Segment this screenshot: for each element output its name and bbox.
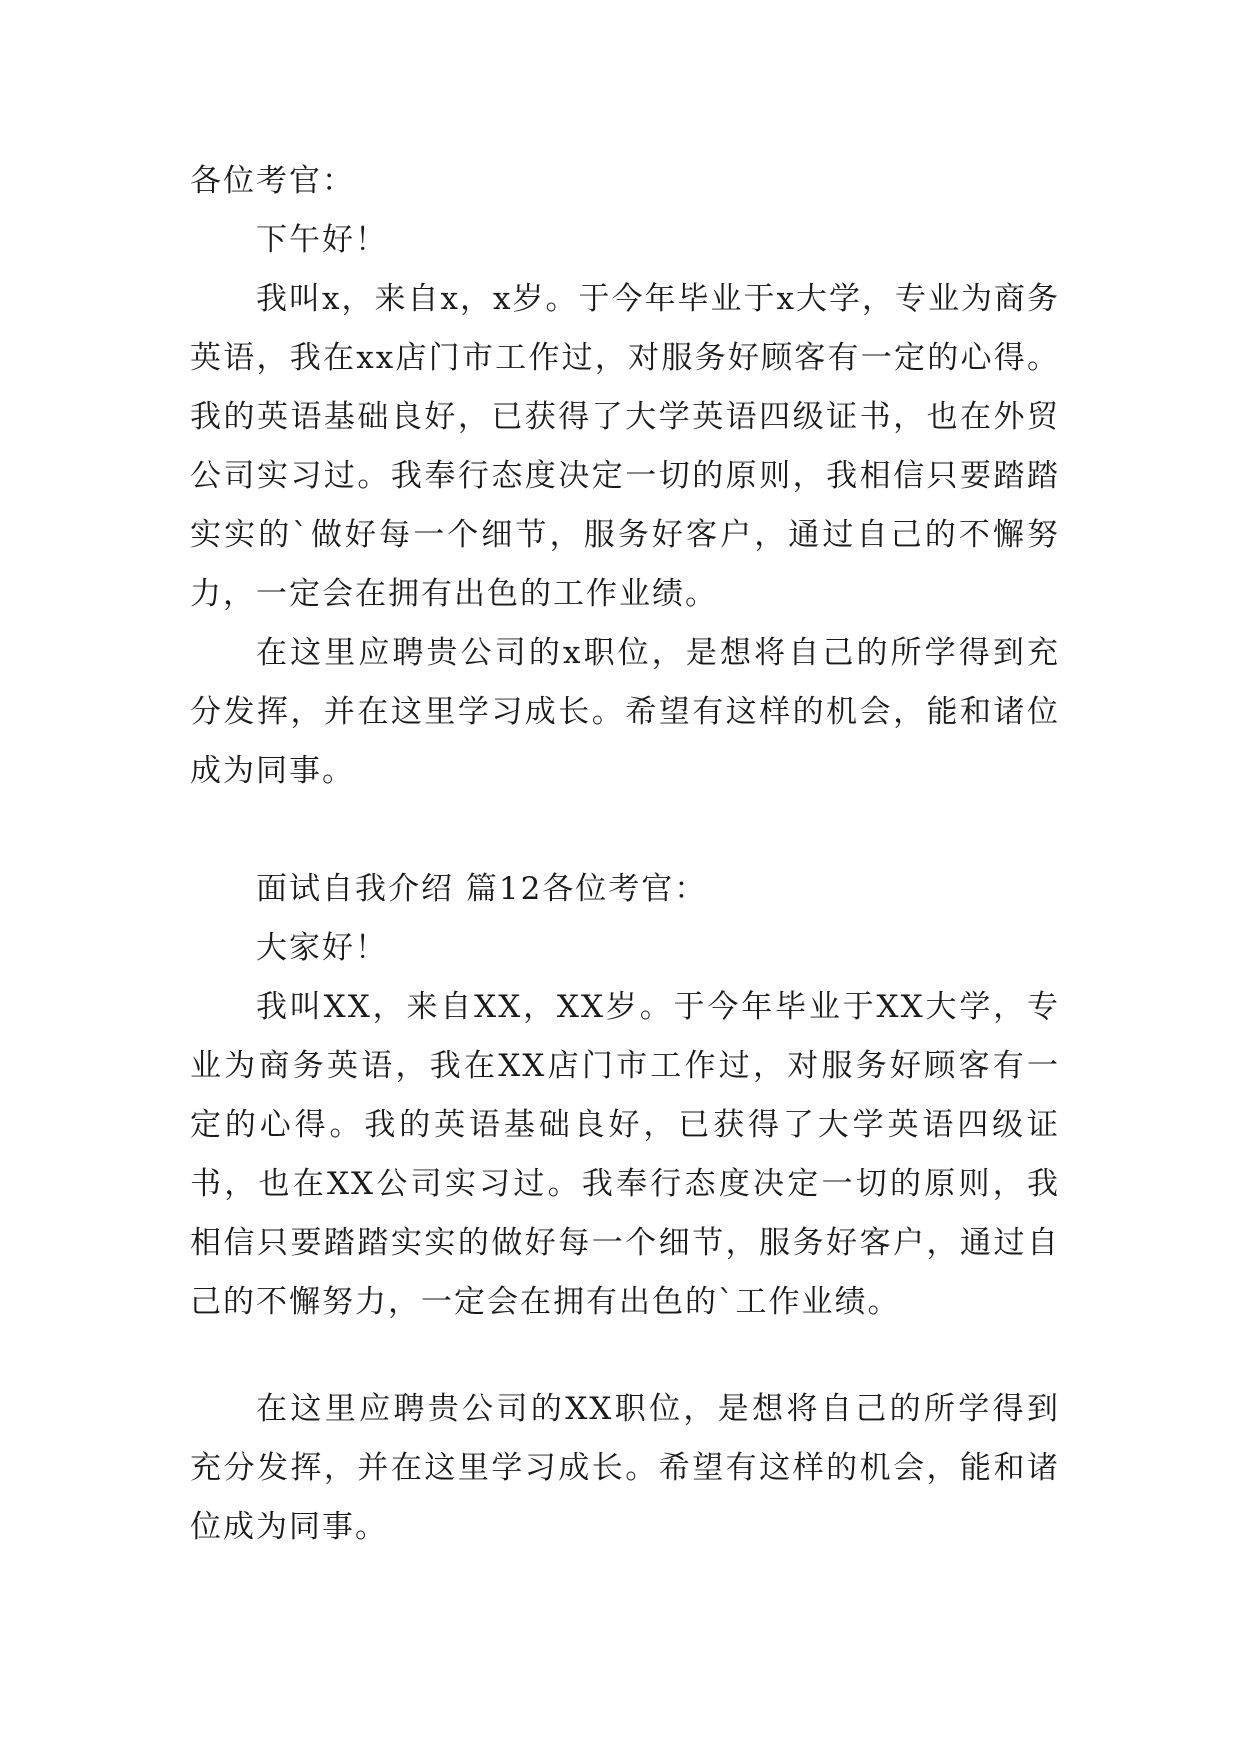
intro-paragraph: 我叫XX，来自XX，XX岁。于今年毕业于XX大学，专业为商务英语，我在XX店门市工作过，对服务好顾客有一定的心得。我的英语基础良好，已获得了大学英语四级证书，也在XX公司实习过。我奉行态度决定一切的原则，我相信只要踏踏实实的做好每一个细节，服务好客户，通过自己的不懈努力，一定会在拥有出色的`工作业绩。 bbox=[190, 989, 1060, 1320]
salutation: 各位考官： bbox=[190, 163, 355, 199]
application-paragraph: 在这里应聘贵公司的x职位，是想将自己的所学得到充分发挥，并在这里学习成长。希望有这样的机会，能和诸位成为同事。 bbox=[190, 635, 1060, 789]
intro-paragraph: 我叫x，来自x，x岁。于今年毕业于x大学，专业为商务英语，我在xx店门市工作过，对服务好顾客有一定的心得。我的英语基础良好，已获得了大学英语四级证书，也在外贸公司实习过。我奉行态度决定一切的原则，我相信只要踏踏实实的`做好每一个细节，服务好客户，通过自己的不懈努力，一定会在拥有出色的工作业绩。 bbox=[190, 281, 1060, 612]
section-heading: 面试自我介绍 篇12各位考官： bbox=[256, 871, 708, 907]
application-paragraph: 在这里应聘贵公司的XX职位，是想将自己的所学得到充分发挥，并在这里学习成长。希望有这样的机会，能和诸位成为同事。 bbox=[190, 1391, 1060, 1545]
document-body bbox=[190, 152, 1060, 1557]
greeting: 大家好！ bbox=[256, 930, 388, 966]
greeting: 下午好！ bbox=[256, 222, 388, 258]
